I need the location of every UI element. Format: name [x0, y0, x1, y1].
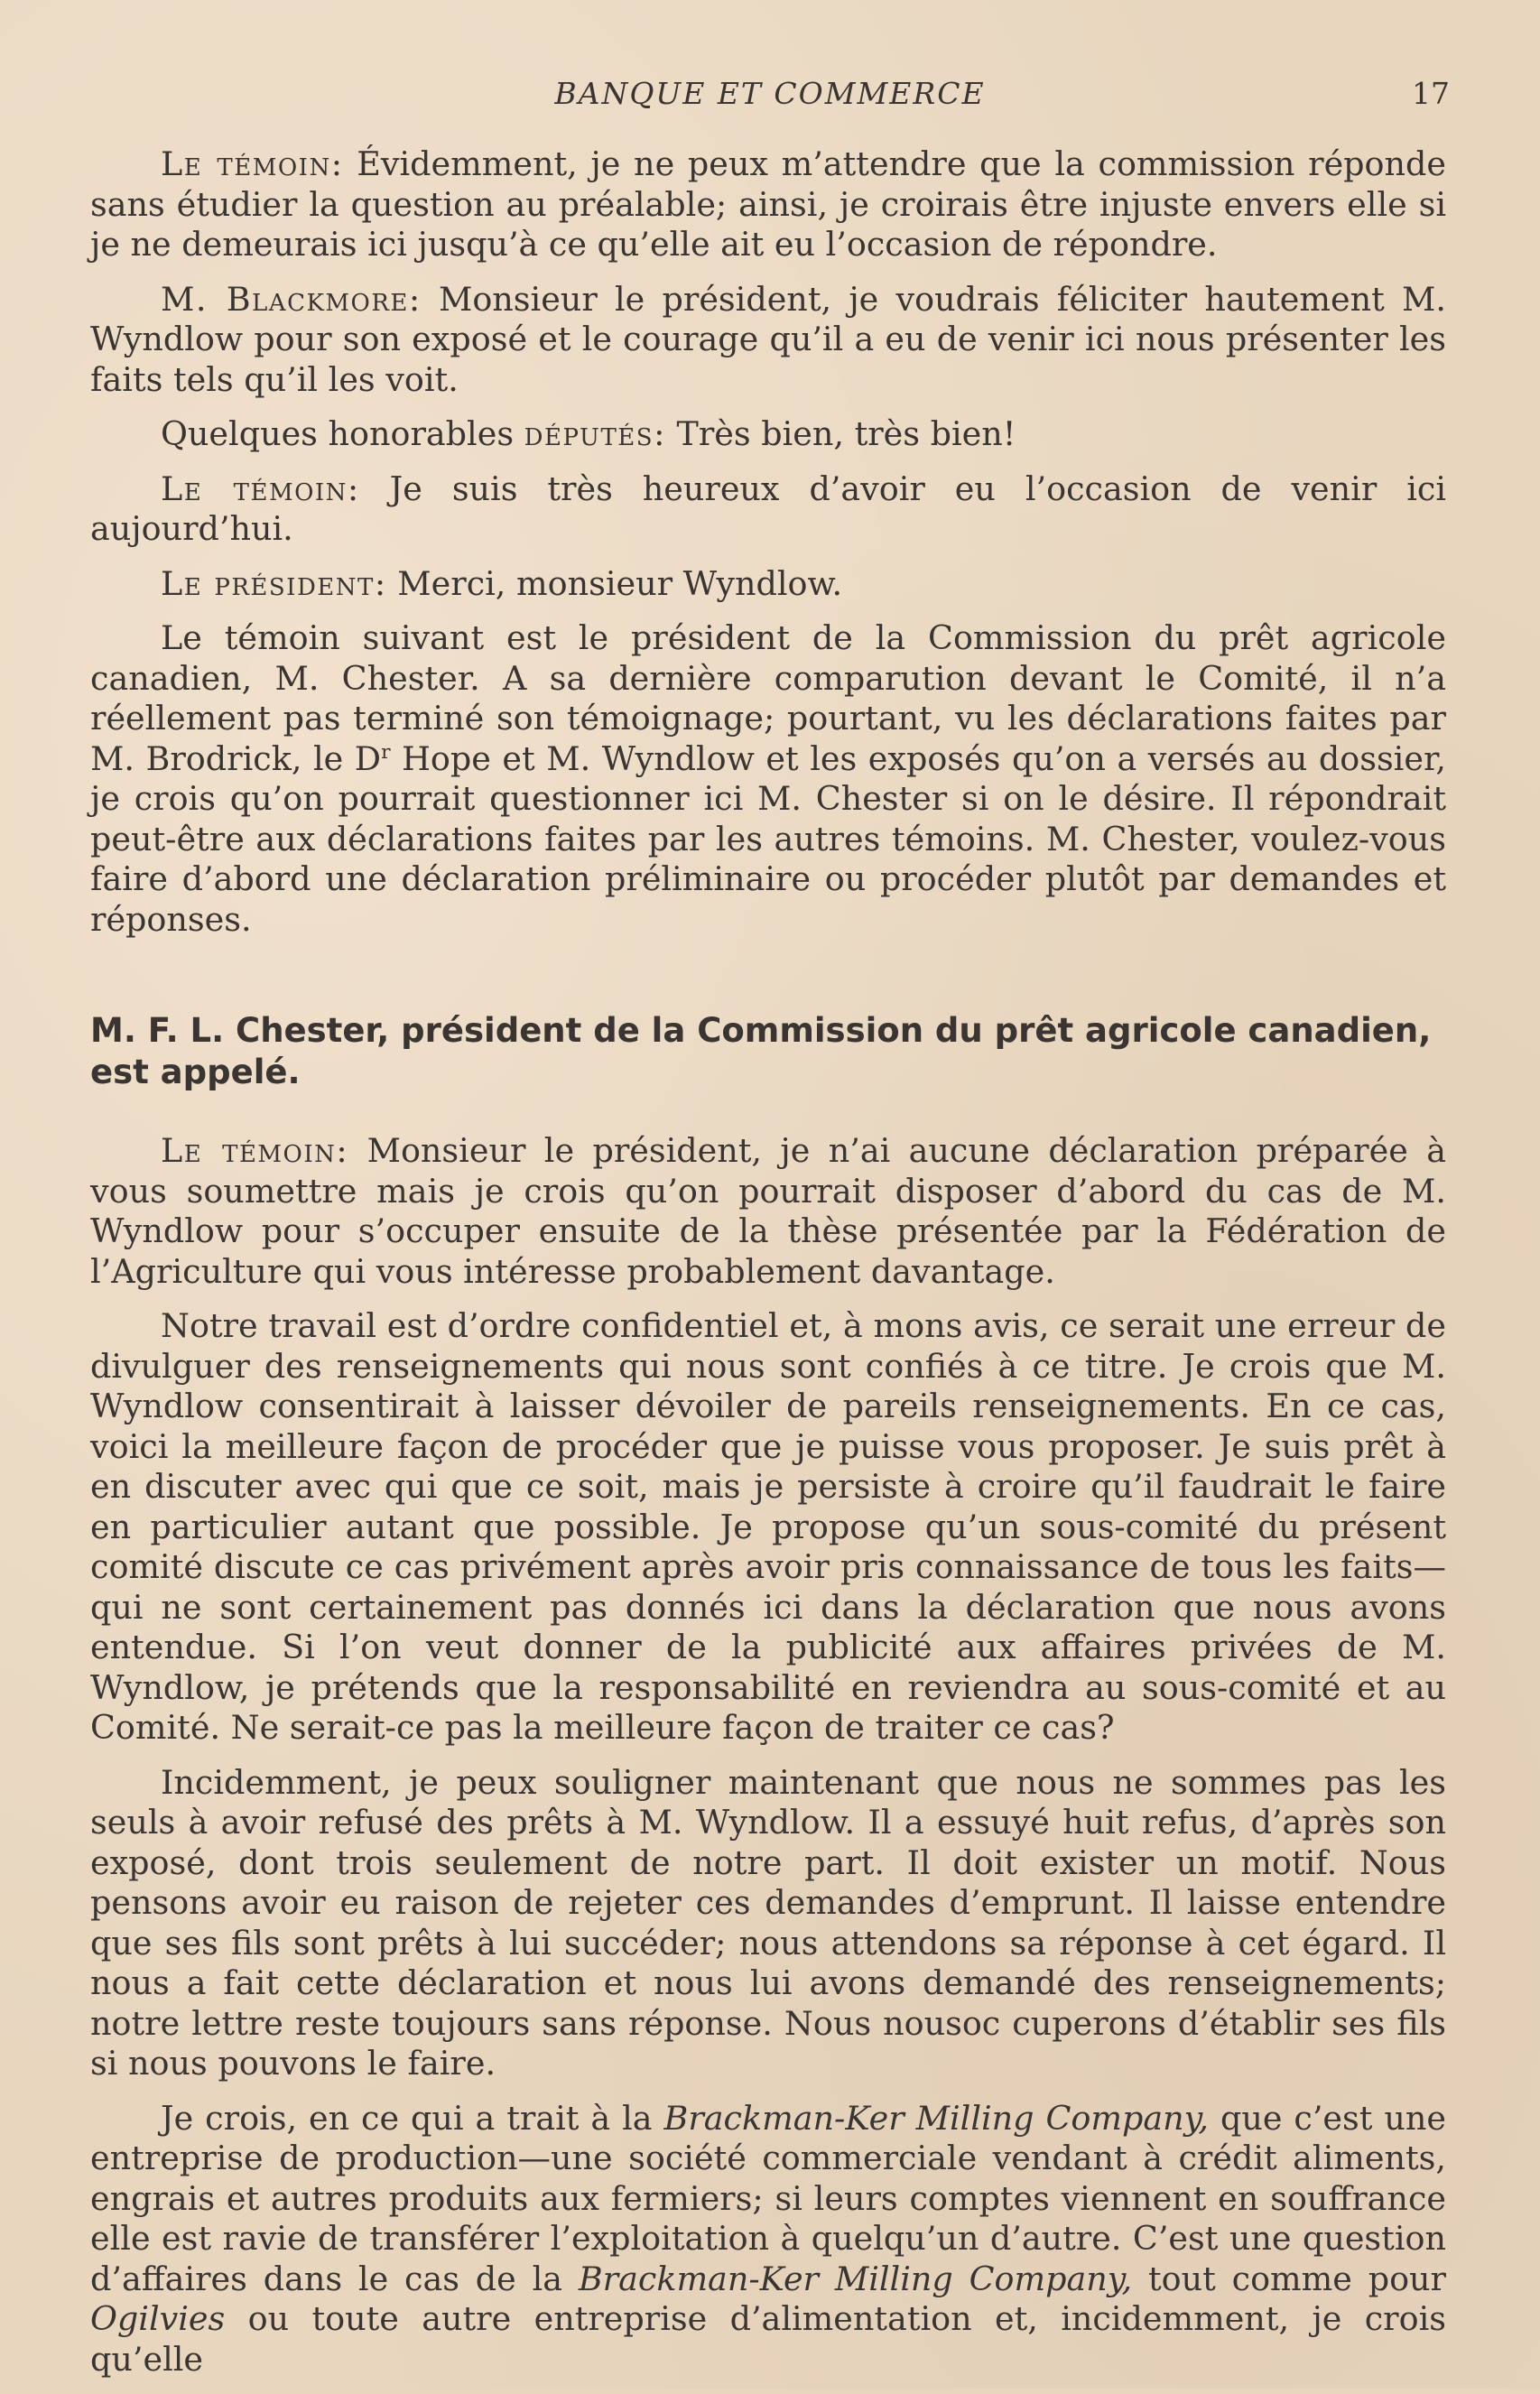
- page-number: 17: [1412, 76, 1450, 111]
- company-name: Ogilvies: [90, 2299, 226, 2338]
- paragraph-text: tout comme pour: [1132, 2259, 1446, 2298]
- paragraph: [90, 2099, 1446, 2380]
- paragraph: [90, 564, 1446, 605]
- paragraph: [90, 280, 1446, 401]
- paragraph-text: Monsieur le président, je n’ai aucune déclaration préparée à vous soumettre mais je crois qu’on pourrait disposer d’abord du cas de M. Wyndlow pour s’occuper ensuite de la thèse présentée par la Fédération de l’Agriculture qui vous intéresse probablement davantage.: [90, 1131, 1446, 1291]
- speaker-label: Le témoin:: [161, 144, 344, 183]
- paragraph-text: Je crois, en ce qui a trait à la: [161, 2098, 664, 2138]
- speaker-label: Le président:: [161, 563, 387, 603]
- speaker-label: Le témoin:: [161, 1131, 349, 1170]
- paragraph-text: Je suis très heureux d’avoir eu l’occasion de venir ici aujourd’hui.: [90, 469, 1447, 548]
- paragraph: Incidemment, je peux souligner maintenant que nous ne sommes pas les seuls à avoir refusé des prêts à M. Wyndlow. Il a essuyé huit refus, d’après son exposé, dont trois seulement de notre part. Il doit exister un motif. Nous pensons avoir eu raison de rejeter ces demandes d’emprunt. Il laisse entendre que ses fils sont prêts à lui succéder; nous attendons sa réponse à cet égard. Il nous a fait cette déclaration et nous lui avons demandé des renseignements; notre lettre reste toujours sans réponse. Nous nousoc cuperons d’établir ses fils si nous pouvons le faire.: [90, 1762, 1446, 2083]
- paragraph-text: Quelques honorables: [161, 414, 524, 453]
- paragraph-text: ou toute autre entreprise d’alimentation et, incidemment, je crois qu’elle: [90, 2299, 1446, 2379]
- speaker-label: Le témoin:: [161, 469, 360, 508]
- body-text: [90, 144, 1446, 2394]
- paragraph: [90, 618, 1446, 940]
- paragraph-text: Monsieur le président, je voudrais féliciter hautement M. Wyndlow pour son exposé et le courage qu’il a eu de venir ici nous présenter les faits tels qu’il les voit.: [90, 279, 1446, 399]
- company-name: Brackman-Ker Milling Company,: [663, 2098, 1210, 2138]
- running-head: BANQUE ET COMMERCE: [554, 76, 986, 111]
- paragraph-text: que c’est une entreprise de production—une société commerciale vendant à crédit aliments, engrais et autres produits aux fermiers; si leurs comptes viennent en souffrance elle est ravie de transférer l’exploitation à quelqu’un d’autre. C’est une question d’affaires dans le cas de la: [90, 2098, 1446, 2298]
- paragraph: [90, 469, 1446, 550]
- paragraph: Notre travail est d’ordre confidentiel et, à mons avis, ce serait une erreur de divulguer des renseignements qui nous sont confiés à ce titre. Je crois que M. Wyndlow consentirait à laisser dévoiler de pareils renseignements. En ce cas, voici la meilleure façon de procéder que je puisse vous proposer. Je suis prêt à en discuter avec qui que ce soit, mais je persiste à croire qu’il faudrait le faire en particulier autant que possible. Je propose qu’un sous-comité du présent comité discute ce cas privément après avoir pris connaissance de tous les faits—qui ne sont certainement pas donnés ici dans la déclaration que nous avons entendue. Si l’on veut donner de la publicité aux affaires privées de M. Wyndlow, je prétends que la responsabilité en reviendra au sous-comité et au Comité. Ne serait-ce pas la meilleure façon de traiter ce cas?: [90, 1306, 1446, 1747]
- paragraph: [90, 414, 1446, 455]
- paragraph-text: Le témoin suivant est le président de la Commission du prêt agricole canadien, M. Chester. A sa dernière comparution devant le Comité, il n’a réellement pas terminé son témoignage; pourtant, vu les déclarations faites par M. Brodrick, le D: [90, 618, 1446, 778]
- paragraph: [90, 1131, 1446, 1292]
- page-header: [90, 76, 1450, 121]
- paragraph-text: Merci, monsieur Wyndlow.: [386, 563, 843, 603]
- paragraph-text: Évidemment, je ne peux m’attendre que la commission réponde sans étudier la question au préalable; ainsi, je croirais être injuste envers elle si je ne demeurais ici jusqu’à ce qu’elle ait eu l’occasion de répondre.: [90, 144, 1446, 264]
- paragraph-text: Très bien, très bien!: [665, 414, 1016, 453]
- paragraph: [90, 144, 1446, 265]
- speaker-label: M. Blackmore:: [161, 279, 422, 319]
- paragraph-text: Hope et M. Wyndlow et les exposés qu’on a versés au dossier, je crois qu’on pourrait questionner ici M. Chester si on le désire. Il répondrait peut-être aux déclarations faites par les autres témoins. M. Chester, voulez-vous faire d’abord une déclaration préliminaire ou procéder plutôt par demandes et réponses.: [90, 738, 1446, 939]
- speaker-label: députés:: [524, 414, 666, 453]
- superscript: r: [381, 740, 391, 764]
- section-heading: M. F. L. Chester, président de la Commission du prêt agricole canadien, est appelé.: [90, 1011, 1432, 1091]
- company-name: Brackman-Ker Milling Company,: [578, 2259, 1133, 2298]
